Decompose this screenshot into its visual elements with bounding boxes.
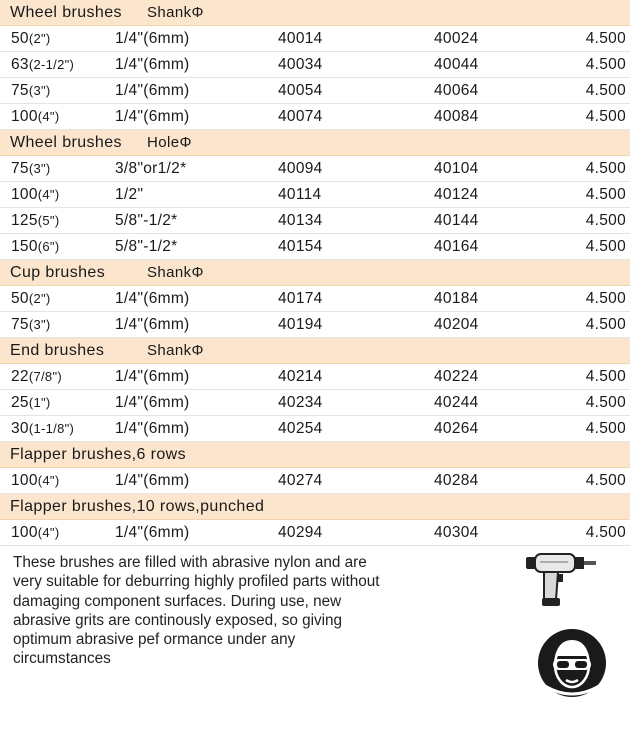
shank-cell: 5/8"-1/2*	[115, 212, 178, 229]
table-row	[0, 156, 630, 182]
code-b-cell: 40144	[434, 212, 479, 229]
size-cell	[11, 82, 51, 100]
code-a-cell: 40114	[278, 186, 322, 203]
shank-cell: 1/4"(6mm)	[115, 108, 190, 125]
section-header	[0, 0, 630, 26]
size-mm: 100	[11, 108, 38, 125]
table-row	[0, 416, 630, 442]
size-inch: (4")	[37, 187, 60, 202]
section-mount: ShankΦ	[147, 4, 204, 21]
price-cell: 4.500	[585, 82, 626, 99]
table-row	[0, 52, 630, 78]
description-line: very suitable for deburring highly profiled parts without	[13, 573, 380, 591]
code-a-cell: 40074	[278, 108, 323, 125]
table-row	[0, 104, 630, 130]
size-cell	[11, 160, 51, 178]
shank-cell: 5/8"-1/2*	[115, 238, 178, 255]
section-header	[0, 130, 630, 156]
code-b-cell: 40224	[434, 368, 479, 385]
shank-cell: 1/4"(6mm)	[115, 316, 190, 333]
section-header	[0, 260, 630, 286]
description-line: circumstances	[13, 650, 111, 668]
code-b-cell: 40044	[434, 56, 479, 73]
section-mount: ShankΦ	[147, 342, 204, 359]
price-cell: 4.500	[585, 212, 626, 229]
description-line: abrasive grits are continously exposed, so giving	[13, 611, 343, 629]
section-header	[0, 442, 630, 468]
section-title: Wheel brushes	[10, 4, 122, 21]
price-cell: 4.500	[585, 524, 626, 541]
code-a-cell: 40214	[278, 368, 323, 385]
size-mm: 22	[11, 368, 29, 385]
size-cell	[11, 394, 51, 412]
code-a-cell: 40174	[278, 290, 323, 307]
size-cell	[11, 368, 62, 386]
code-b-cell: 40064	[434, 82, 479, 99]
size-inch: (3")	[28, 161, 51, 176]
code-b-cell: 40084	[434, 108, 479, 125]
section-mount: HoleΦ	[147, 134, 192, 151]
table-row	[0, 390, 630, 416]
shank-cell: 1/4"(6mm)	[115, 56, 190, 73]
section-header	[0, 494, 630, 520]
size-cell	[11, 212, 59, 230]
size-mm: 75	[11, 160, 29, 177]
size-inch: (6")	[37, 239, 60, 254]
size-mm: 75	[11, 82, 29, 99]
code-a-cell: 40274	[278, 472, 323, 489]
size-inch: (3")	[28, 317, 51, 332]
section-header	[0, 338, 630, 364]
shank-cell: 1/2"	[115, 186, 144, 203]
price-cell: 4.500	[585, 394, 626, 411]
section-title: Flapper brushes,6 rows	[10, 446, 186, 463]
description-line: optimum abrasive pef ormance under any	[13, 631, 296, 649]
price-cell: 4.500	[585, 108, 626, 125]
size-cell	[11, 290, 51, 308]
shank-cell: 3/8"or1/2*	[115, 160, 187, 177]
code-b-cell: 40164	[434, 238, 479, 255]
shank-cell: 1/4"(6mm)	[115, 30, 190, 47]
size-mm: 50	[11, 30, 29, 47]
size-cell	[11, 56, 74, 74]
size-cell	[11, 420, 74, 438]
price-cell: 4.500	[585, 316, 626, 333]
size-inch: (7/8")	[28, 369, 62, 384]
size-inch: (4")	[37, 525, 60, 540]
safety-goggles-icon	[537, 628, 607, 698]
price-cell: 4.500	[585, 238, 626, 255]
code-b-cell: 40124	[434, 186, 479, 203]
code-b-cell: 40304	[434, 524, 479, 541]
table-row	[0, 78, 630, 104]
price-cell: 4.500	[585, 56, 626, 73]
table-row	[0, 208, 630, 234]
shank-cell: 1/4"(6mm)	[115, 82, 190, 99]
section-title: End brushes	[10, 342, 105, 359]
section-title: Flapper brushes,10 rows,punched	[10, 498, 265, 515]
code-a-cell: 40154	[278, 238, 323, 255]
price-cell: 4.500	[585, 420, 626, 437]
code-b-cell: 40244	[434, 394, 479, 411]
size-mm: 25	[11, 394, 29, 411]
size-cell	[11, 316, 51, 334]
shank-cell: 1/4"(6mm)	[115, 472, 190, 489]
size-inch: (2-1/2")	[28, 57, 75, 72]
table-row	[0, 182, 630, 208]
size-inch: (5")	[37, 213, 60, 228]
size-mm: 30	[11, 420, 29, 437]
section-title: Wheel brushes	[10, 134, 122, 151]
price-cell: 4.500	[585, 290, 626, 307]
size-inch: (4")	[37, 109, 60, 124]
code-a-cell: 40054	[278, 82, 323, 99]
description-line: These brushes are filled with abrasive nylon and are	[13, 554, 367, 571]
code-a-cell: 40034	[278, 56, 323, 73]
power-drill-icon	[518, 548, 598, 610]
size-inch: (1-1/8")	[28, 421, 75, 436]
shank-cell: 1/4"(6mm)	[115, 394, 190, 411]
size-cell	[11, 472, 59, 490]
code-b-cell: 40104	[434, 160, 479, 177]
code-a-cell: 40094	[278, 160, 323, 177]
size-inch: (3")	[28, 83, 51, 98]
section-mount: ShankΦ	[147, 264, 204, 281]
size-mm: 50	[11, 290, 29, 307]
size-cell	[11, 30, 51, 48]
shank-cell: 1/4"(6mm)	[115, 524, 190, 541]
size-cell	[11, 238, 59, 256]
size-mm: 75	[11, 316, 29, 333]
table-row	[0, 520, 630, 546]
size-cell	[11, 524, 59, 542]
description	[13, 553, 423, 669]
table-row	[0, 26, 630, 52]
code-a-cell: 40254	[278, 420, 323, 437]
size-mm: 125	[11, 212, 38, 229]
shank-cell: 1/4"(6mm)	[115, 368, 190, 385]
price-cell: 4.500	[585, 30, 626, 47]
code-b-cell: 40264	[434, 420, 479, 437]
shank-cell: 1/4"(6mm)	[115, 420, 190, 437]
code-b-cell: 40204	[434, 316, 479, 333]
price-cell: 4.500	[585, 368, 626, 385]
table-row	[0, 286, 630, 312]
code-b-cell: 40284	[434, 472, 479, 489]
size-mm: 100	[11, 186, 38, 203]
code-b-cell: 40184	[434, 290, 479, 307]
table-row	[0, 312, 630, 338]
code-b-cell: 40024	[434, 30, 479, 47]
size-inch: (4")	[37, 473, 60, 488]
price-cell: 4.500	[585, 472, 626, 489]
code-a-cell: 40294	[278, 524, 323, 541]
table-row	[0, 364, 630, 390]
size-inch: (1")	[28, 395, 51, 410]
price-cell: 4.500	[585, 186, 626, 203]
size-mm: 100	[11, 472, 38, 489]
code-a-cell: 40134	[278, 212, 323, 229]
size-mm: 100	[11, 524, 38, 541]
code-a-cell: 40014	[278, 30, 323, 47]
size-mm: 150	[11, 238, 38, 255]
table-row	[0, 234, 630, 260]
size-inch: (2")	[28, 31, 51, 46]
code-a-cell: 40194	[278, 316, 323, 333]
price-cell: 4.500	[585, 160, 626, 177]
size-mm: 63	[11, 56, 29, 73]
table-row	[0, 468, 630, 494]
section-title: Cup brushes	[10, 264, 106, 281]
size-cell	[11, 108, 59, 126]
shank-cell: 1/4"(6mm)	[115, 290, 190, 307]
description-line: damaging component surfaces. During use, new	[13, 592, 342, 610]
size-inch: (2")	[28, 291, 51, 306]
code-a-cell: 40234	[278, 394, 323, 411]
size-cell	[11, 186, 59, 204]
